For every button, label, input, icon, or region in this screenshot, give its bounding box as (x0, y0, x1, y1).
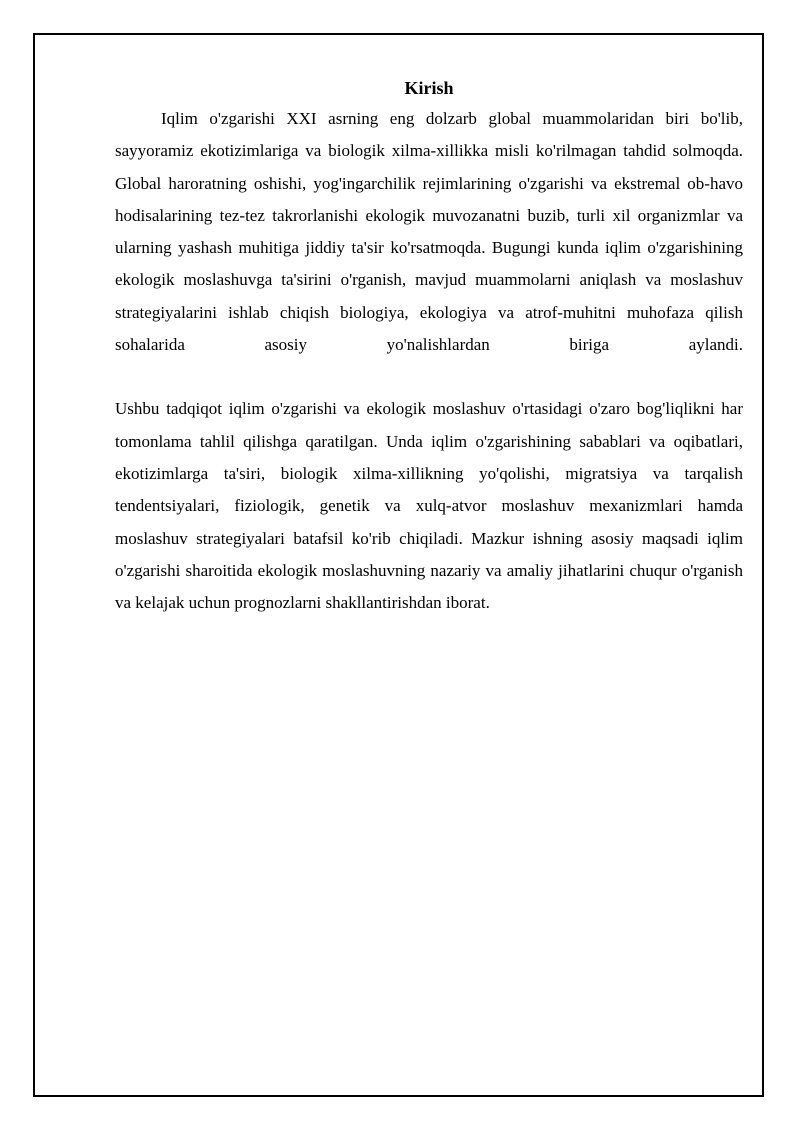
paragraph-research-scope: Ushbu tadqiqot iqlim o'zgarishi va ekologik moslashuv o'rtasidagi o'zaro bog'liqlikni har tomonlama tahlil qilishga qaratilgan. Unda iqlim o'zgarishining sabablari va oqibatlari, ekotizimlarga ta'siri, biologik xilma-xillikning yo'qolishi, migratsiya va tarqalish tendentsiyalari, fiziologik, genetik va xulq-atvor moslashuv mexanizmlari hamda moslashuv strategiyalari batafsil ko'rib chiqiladi. Mazkur ishning asosiy maqsadi iqlim o'zgarishi sharoitida ekologik moslashuvning nazariy va amaliy jihatlarini chuqur o'rganish va kelajak uchun prognozlarni shakllantirishdan iborat. (115, 399, 743, 613)
document-title: Kirish (404, 78, 454, 98)
paragraph-intro: Iqlim o'zgarishi XXI asrning eng dolzarb global muammolaridan biri bo'lib, sayyoramiz ekotizimlariga va biologik xilma-xillikka misli ko'rilmagan tahdid solmoqda. Global haroratning oshishi, yog'ingarchilik rejimlarining o'zgarishi va ekstremal ob-havo hodisalarining tez-tez takrorlanishi ekologik muvozanatni buzib, turli xil organizmlar va ularning yashash muhitiga jiddiy ta'sir ko'rsatmoqda. Bugungi kunda iqlim o'zgarishining ekologik moslashuvga ta'sirini o'rganish, mavjud muammolarni aniqlash va moslashuv strategiyalarini ishlab chiqish biologiya, ekologiya va atrof-muhitni muhofaza qilish sohalarida asosiy yo'nalishlardan biriga aylandi. (115, 109, 743, 355)
document-body (115, 73, 743, 619)
